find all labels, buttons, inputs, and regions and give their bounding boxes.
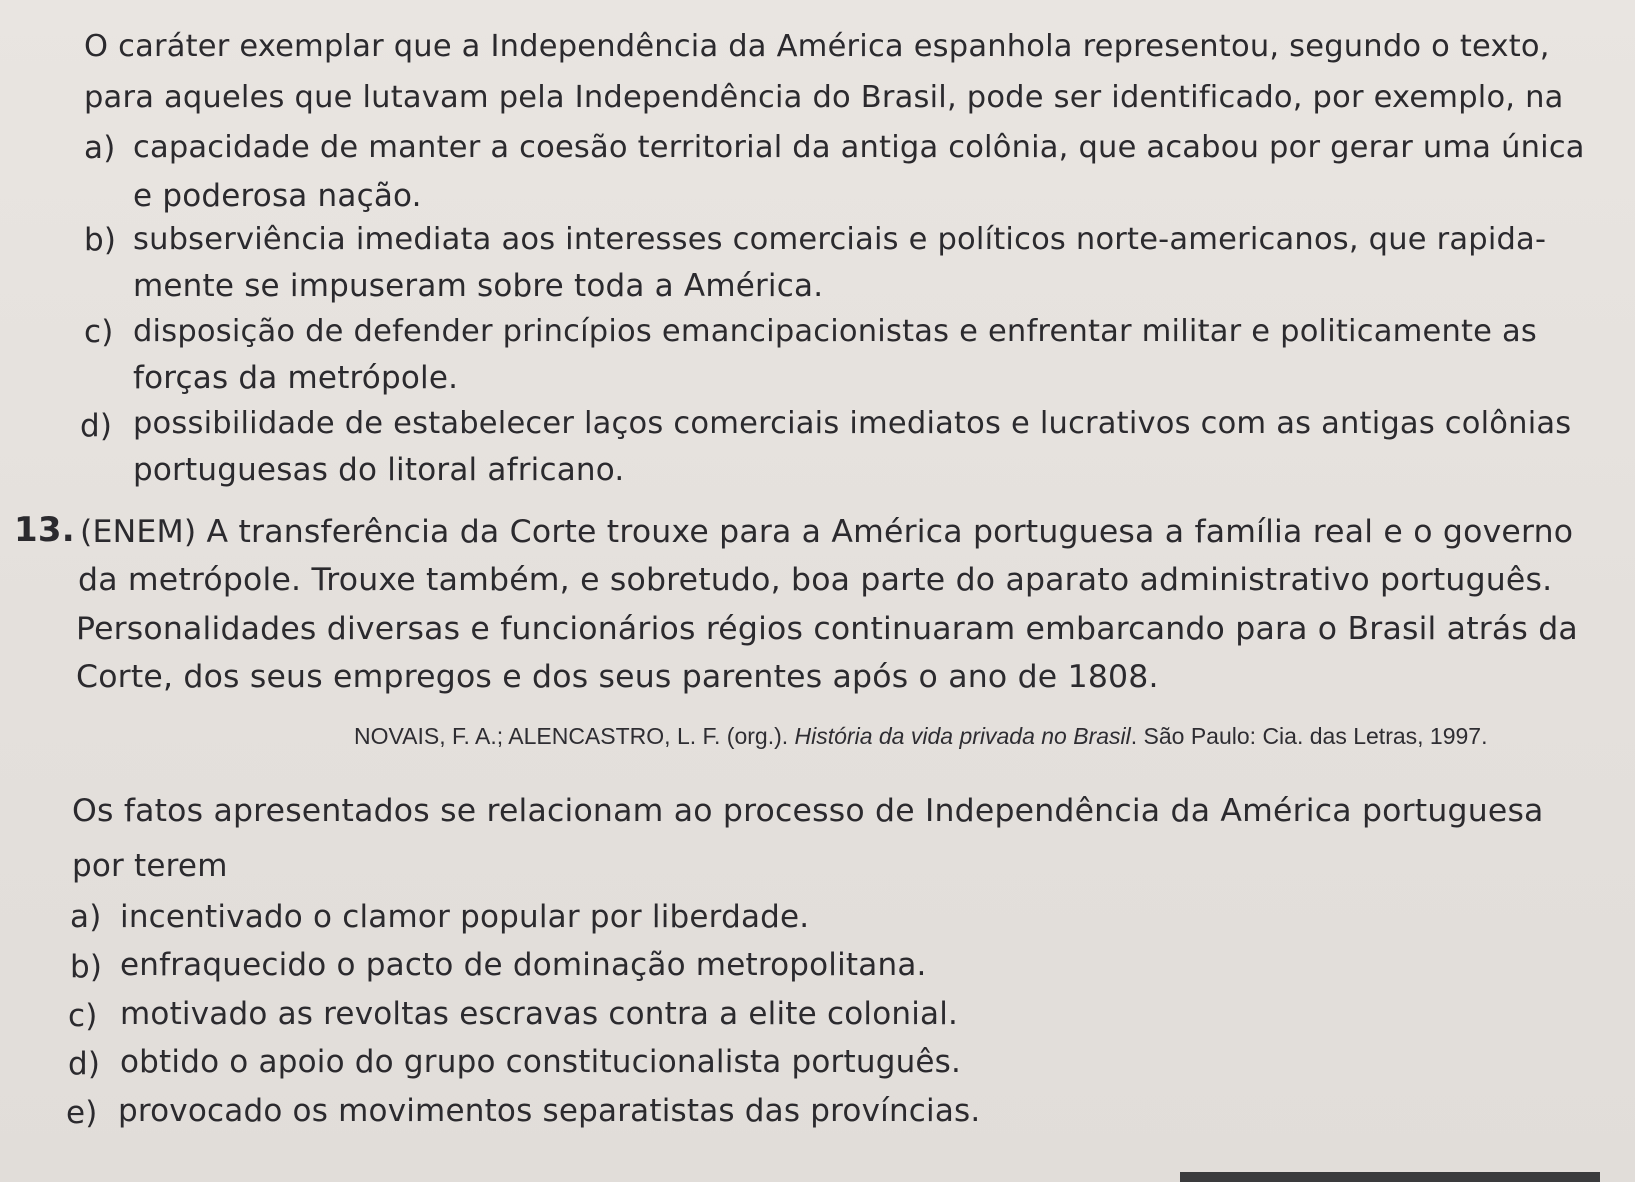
q13-option-d-text: obtido o apoio do grupo constitucionalista português. [120, 1044, 962, 1080]
q12-option-c-line-2: forças da metrópole. [133, 360, 459, 396]
q13-option-b-letter: b) [70, 949, 103, 985]
q13-text-line-3: Personalidades diversas e funcionários régios continuaram embarcando para o Brasil atrás da [76, 611, 1578, 647]
q13-text-line-2: da metrópole. Trouxe também, e sobretudo, boa parte do aparato administrativo português. [78, 562, 1553, 598]
q13-stem-line-1: Os fatos apresentados se relacionam ao processo de Independência da América portuguesa [72, 793, 1544, 829]
citation-title: História da vida privada no Brasil [794, 723, 1131, 749]
q12-option-a-letter: a) [84, 130, 116, 166]
q13-text-line-1: (ENEM) A transferência da Corte trouxe para a América portuguesa a família real e o governo [80, 514, 1574, 550]
q13-option-e-text: provocado os movimentos separatistas das províncias. [118, 1093, 981, 1129]
q12-option-a-line-1: capacidade de manter a coesão territorial da antiga colônia, que acabou por gerar uma única [133, 130, 1585, 165]
q13-option-c-letter: c) [68, 998, 98, 1034]
q13-citation [354, 721, 1487, 751]
q12-option-d-letter: d) [80, 408, 113, 444]
q12-option-d-line-1: possibilidade de estabelecer laços comerciais imediatos e lucrativos com as antigas colônias [133, 406, 1572, 441]
citation-authors: NOVAIS, F. A.; ALENCASTRO, L. F. (org.). [354, 723, 795, 749]
q12-option-d-line-2: portuguesas do litoral africano. [133, 452, 625, 488]
q13-text-line-4: Corte, dos seus empregos e dos seus parentes após o ano de 1808. [76, 659, 1159, 695]
q12-option-b-letter: b) [84, 222, 117, 258]
q12-option-b-line-2: mente se impuseram sobre toda a América. [133, 268, 824, 304]
q13-option-a-text: incentivado o clamor popular por liberdade. [120, 899, 810, 935]
q12-option-a-line-2: e poderosa nação. [133, 178, 422, 214]
citation-publisher: . São Paulo: Cia. das Letras, 1997. [1130, 723, 1488, 749]
q12-stem-line-2: para aqueles que lutavam pela Independência do Brasil, pode ser identificado, por exemplo, na [84, 80, 1564, 115]
q12-stem-line-1: O caráter exemplar que a Independência da América espanhola representou, segundo o texto, [84, 29, 1550, 64]
q13-option-e-letter: e) [66, 1095, 98, 1131]
page-edge-divider [1180, 1172, 1600, 1182]
q13-option-d-letter: d) [68, 1046, 101, 1082]
q12-option-c-letter: c) [84, 314, 114, 350]
q13-option-c-text: motivado as revoltas escravas contra a elite colonial. [120, 996, 959, 1032]
q12-option-c-line-1: disposição de defender princípios emancipacionistas e enfrentar militar e politicamente as [133, 314, 1537, 349]
q13-stem-line-2: por terem [72, 848, 228, 884]
q13-number: 13. [14, 510, 75, 550]
q12-option-b-line-1: subserviência imediata aos interesses comerciais e políticos norte-americanos, que rapida- [133, 222, 1547, 257]
q13-option-a-letter: a) [70, 899, 102, 935]
q13-option-b-text: enfraquecido o pacto de dominação metropolitana. [120, 947, 927, 983]
